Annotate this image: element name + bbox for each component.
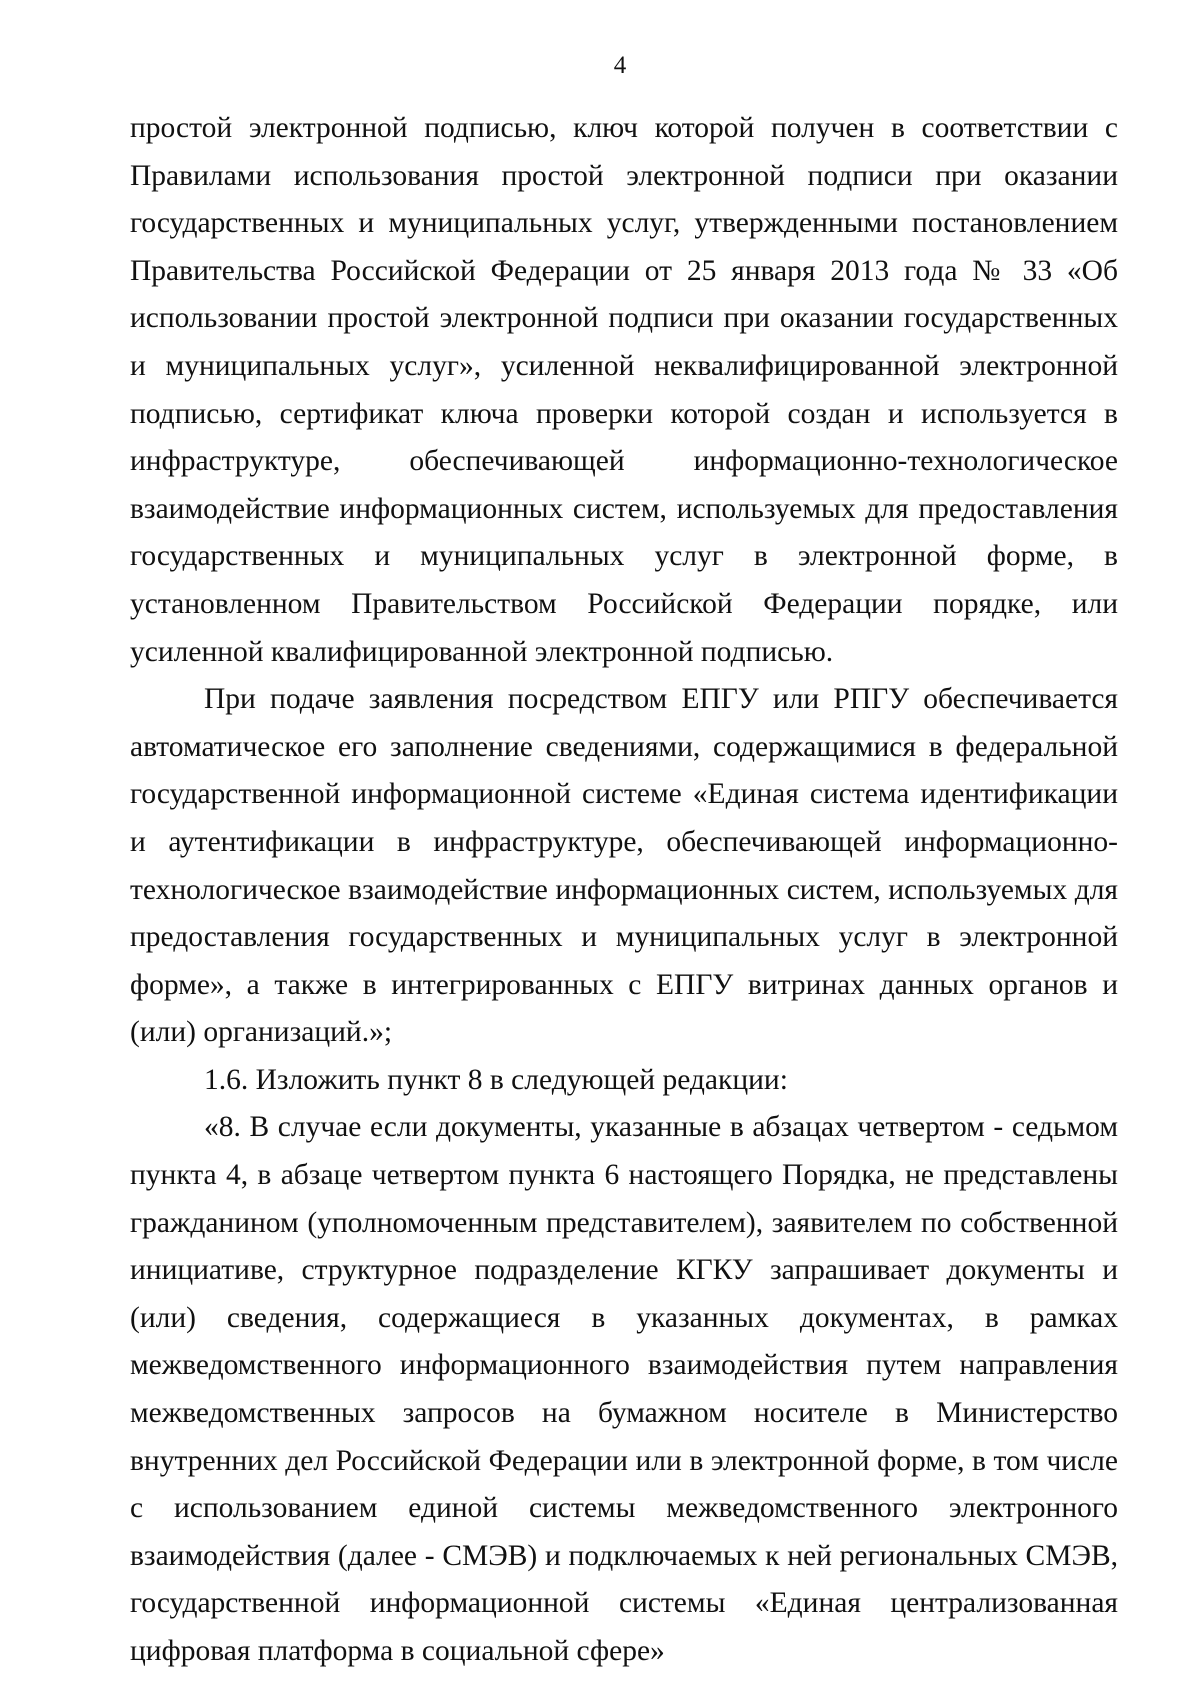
paragraph-signature-requirements: простой электронной подписью, ключ которой получен в соответствии с Правилами использования простой электронной подписи при оказании государственных и муниципальных услуг, утвержденными постановлением Правительства Российской Федерации от 25 января 2013 года № 33 «Об использовании простой электронной подписи при оказании государственных и муниципальных услуг», усиленной неквалифицированной электронной подписью, сертификат ключа проверки которой создан и используется в инфраструктуре, обеспечивающей информационно-технологическое взаимодействие информационных систем, используемых для предоставления государственных и муниципальных услуг в электронной форме, в установленном Правительством Российской Федерации порядке, или усиленной квалифицированной электронной подписью. xyxy=(130,112,1118,668)
document-body xyxy=(130,105,1118,1676)
page-number: 4 xyxy=(613,52,627,79)
paragraph-point-8: «8. В случае если документы, указанные в абзацах четвертом - седьмом пункта 4, в абзаце четвертом пункта 6 настоящего Порядка, не представлены гражданином (уполномоченным представителем), заявителем по собственной инициативе, структурное подразделение КГКУ запрашивает документы и (или) сведения, содержащиеся в указанных документах, в рамках межведомственного информационного взаимодействия путем направления межведомственных запросов на бумажном носителе в Министерство внутренних дел Российской Федерации или в электронной форме, в том числе с использованием единой системы межведомственного электронного взаимодействия (далее - СМЭВ) и подключаемых к ней региональных СМЭВ, государственной информационной системы «Единая централизованная цифровая платформа в социальной сфере» xyxy=(130,1111,1118,1667)
paragraph-epgu-autofill: При подаче заявления посредством ЕПГУ или РПГУ обеспечивается автоматическое его заполнение сведениями, содержащимися в федеральной государственной информационной системе «Единая система идентификации и аутентификации в инфраструктуре, обеспечивающей информационно-технологическое взаимодействие информационных систем, используемых для предоставления государственных и муниципальных услуг в электронной форме», а также в интегрированных с ЕПГУ витринах данных органов и (или) организаций.»; xyxy=(130,683,1118,1049)
paragraph-amendment-heading: 1.6. Изложить пункт 8 в следующей редакции: xyxy=(204,1063,788,1096)
